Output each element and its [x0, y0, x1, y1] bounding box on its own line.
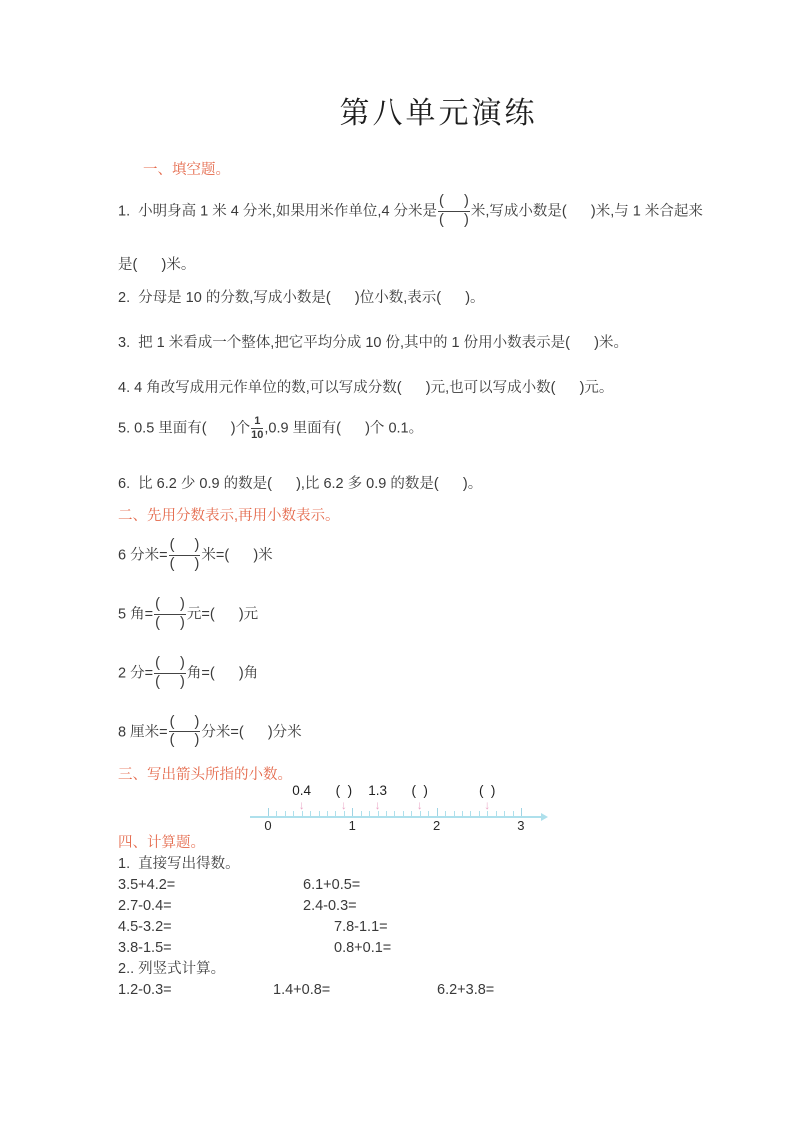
tick-mark [454, 811, 455, 816]
pointer-arrow-icon: ↓ [484, 798, 491, 813]
tick-mark [513, 811, 514, 816]
conversion-pre: 6 分米= [118, 547, 168, 564]
fraction-one-tenth [251, 416, 263, 441]
conversion-item [118, 538, 793, 573]
tick-mark [335, 811, 336, 816]
tick-mark [276, 811, 277, 816]
number-line [118, 785, 793, 837]
tick-mark [386, 811, 387, 816]
arrow-value-label: 1.3 [368, 783, 387, 799]
fraction-blank-denominator: ( ) [439, 211, 469, 228]
tick-mark [369, 811, 370, 816]
question-2: 2. 分母是 10 的分数,写成小数是( )位小数,表示( )。 [118, 289, 485, 306]
tick-mark [462, 811, 463, 816]
worksheet-content [0, 160, 793, 1000]
axis-number: 1 [348, 818, 356, 834]
arrow-value-label: ( ) [478, 783, 496, 799]
tick-mark [268, 808, 269, 816]
calc-expression: 3.5+4.2= [118, 877, 176, 894]
pointer-arrow-icon: ↓ [340, 798, 347, 813]
conversion-item [118, 597, 793, 632]
calc-expression: 6.1+0.5= [303, 877, 361, 894]
page-title: 第八单元演练 [339, 97, 538, 130]
tick-mark [361, 811, 362, 816]
tick-mark [285, 811, 286, 816]
fraction-blank [438, 194, 470, 229]
calc-expression: 7.8-1.1= [334, 919, 388, 936]
calc-row [118, 875, 793, 895]
tick-mark [403, 811, 404, 816]
fraction-blank [154, 597, 186, 632]
conversion-post: 角=( )角 [186, 664, 259, 681]
tick-mark [479, 811, 480, 816]
fraction-numerator: 1 [251, 416, 263, 429]
calc-expression: 0.8+0.1= [334, 940, 392, 957]
arrow-value-label: 0.4 [292, 783, 312, 799]
tick-mark [394, 811, 395, 816]
question-1-pre: 1. 小明身高 1 米 4 分米,如果用米作单位,4 分米是 [118, 203, 438, 220]
calc-row [118, 938, 793, 958]
tick-mark [470, 811, 471, 816]
fraction-blank [169, 538, 201, 573]
fraction-blank-denominator: ( ) [169, 555, 200, 572]
arrow-value-label: ( ) [411, 783, 428, 799]
axis-number: 2 [432, 818, 441, 834]
tick-mark [428, 811, 429, 816]
question-1 [118, 194, 793, 229]
number-line-axis [250, 816, 542, 818]
conversion-post: 米=( )米 [201, 547, 273, 564]
question-5 [118, 416, 793, 441]
axis-number: 0 [264, 818, 272, 834]
tick-mark [521, 808, 522, 816]
calc-expression: 1.4+0.8= [273, 982, 331, 999]
tick-mark [310, 811, 311, 816]
axis-number: 3 [517, 818, 525, 834]
conversion-item [118, 656, 793, 691]
tick-mark [327, 811, 328, 816]
conversion-pre: 5 角= [118, 606, 154, 623]
tick-mark [504, 811, 505, 816]
tick-mark [319, 811, 320, 816]
conversion-item [118, 715, 793, 750]
fraction-blank [169, 715, 201, 750]
calc-expression: 6.2+3.8= [437, 982, 495, 999]
conversion-post: 分米=( )分米 [201, 723, 302, 740]
fraction-blank-denominator: ( ) [169, 732, 200, 749]
section-1-heading: 一、填空题。 [143, 162, 230, 178]
fraction-blank-denominator: ( ) [155, 614, 185, 631]
tick-mark [293, 811, 294, 816]
question-6: 6. 比 6.2 少 0.9 的数是( ),比 6.2 多 0.9 的数是( )。 [118, 475, 483, 492]
fraction-blank [154, 656, 186, 691]
calc-expression: 2.7-0.4= [118, 898, 172, 915]
fraction-blank-numerator: ( ) [438, 194, 470, 212]
section-2-heading: 二、先用分数表示,再用小数表示。 [118, 507, 340, 524]
question-1-mid: 米,写成小数是( )米,与 1 米合起来 [470, 203, 703, 220]
calc-expression: 2.4-0.3= [303, 898, 357, 915]
tick-mark [352, 808, 353, 816]
tick-mark [437, 808, 438, 816]
calc-row [118, 980, 793, 1000]
fraction-blank-numerator: ( ) [154, 656, 186, 674]
question-4: 4. 4 角改写成用元作单位的数,可以写成分数( )元,也可以写成小数( )元。 [118, 379, 614, 396]
fraction-blank-numerator: ( ) [169, 538, 201, 556]
subsection-1-title: 1. 直接写出得数。 [118, 856, 240, 873]
fraction-blank-numerator: ( ) [154, 597, 186, 615]
calc-row [118, 917, 793, 937]
question-3: 3. 把 1 米看成一个整体,把它平均分成 10 份,其中的 1 份用小数表示是( )米。 [118, 334, 628, 351]
calc-expression: 4.5-3.2= [118, 919, 172, 936]
arrow-value-label: ( ) [335, 783, 353, 799]
conversion-pre: 8 厘米= [118, 723, 168, 740]
tick-mark [411, 811, 412, 816]
question-5-post: ,0.9 里面有( )个 0.1。 [264, 420, 424, 437]
pointer-arrow-icon: ↓ [416, 798, 423, 813]
calc-expression: 3.8-1.5= [118, 940, 172, 957]
conversion-pre: 2 分= [118, 664, 154, 681]
pointer-arrow-icon: ↓ [374, 798, 381, 813]
fraction-denominator: 10 [251, 428, 264, 441]
tick-mark [496, 811, 497, 816]
fraction-blank-denominator: ( ) [155, 673, 185, 690]
calc-row [118, 896, 793, 916]
question-5-pre: 5. 0.5 里面有( )个 [118, 420, 251, 437]
question-1-line2: 是( )米。 [118, 256, 196, 273]
fraction-blank-numerator: ( ) [169, 715, 201, 733]
pointer-arrow-icon: ↓ [298, 798, 305, 813]
conversion-post: 元=( )元 [186, 606, 259, 623]
section-3-heading: 三、写出箭头所指的小数。 [118, 767, 292, 784]
section-4-heading: 四、计算题。 [118, 835, 205, 852]
tick-mark [445, 811, 446, 816]
calc-expression: 1.2-0.3= [118, 982, 172, 999]
subsection-2-title: 2.. 列竖式计算。 [118, 961, 226, 978]
